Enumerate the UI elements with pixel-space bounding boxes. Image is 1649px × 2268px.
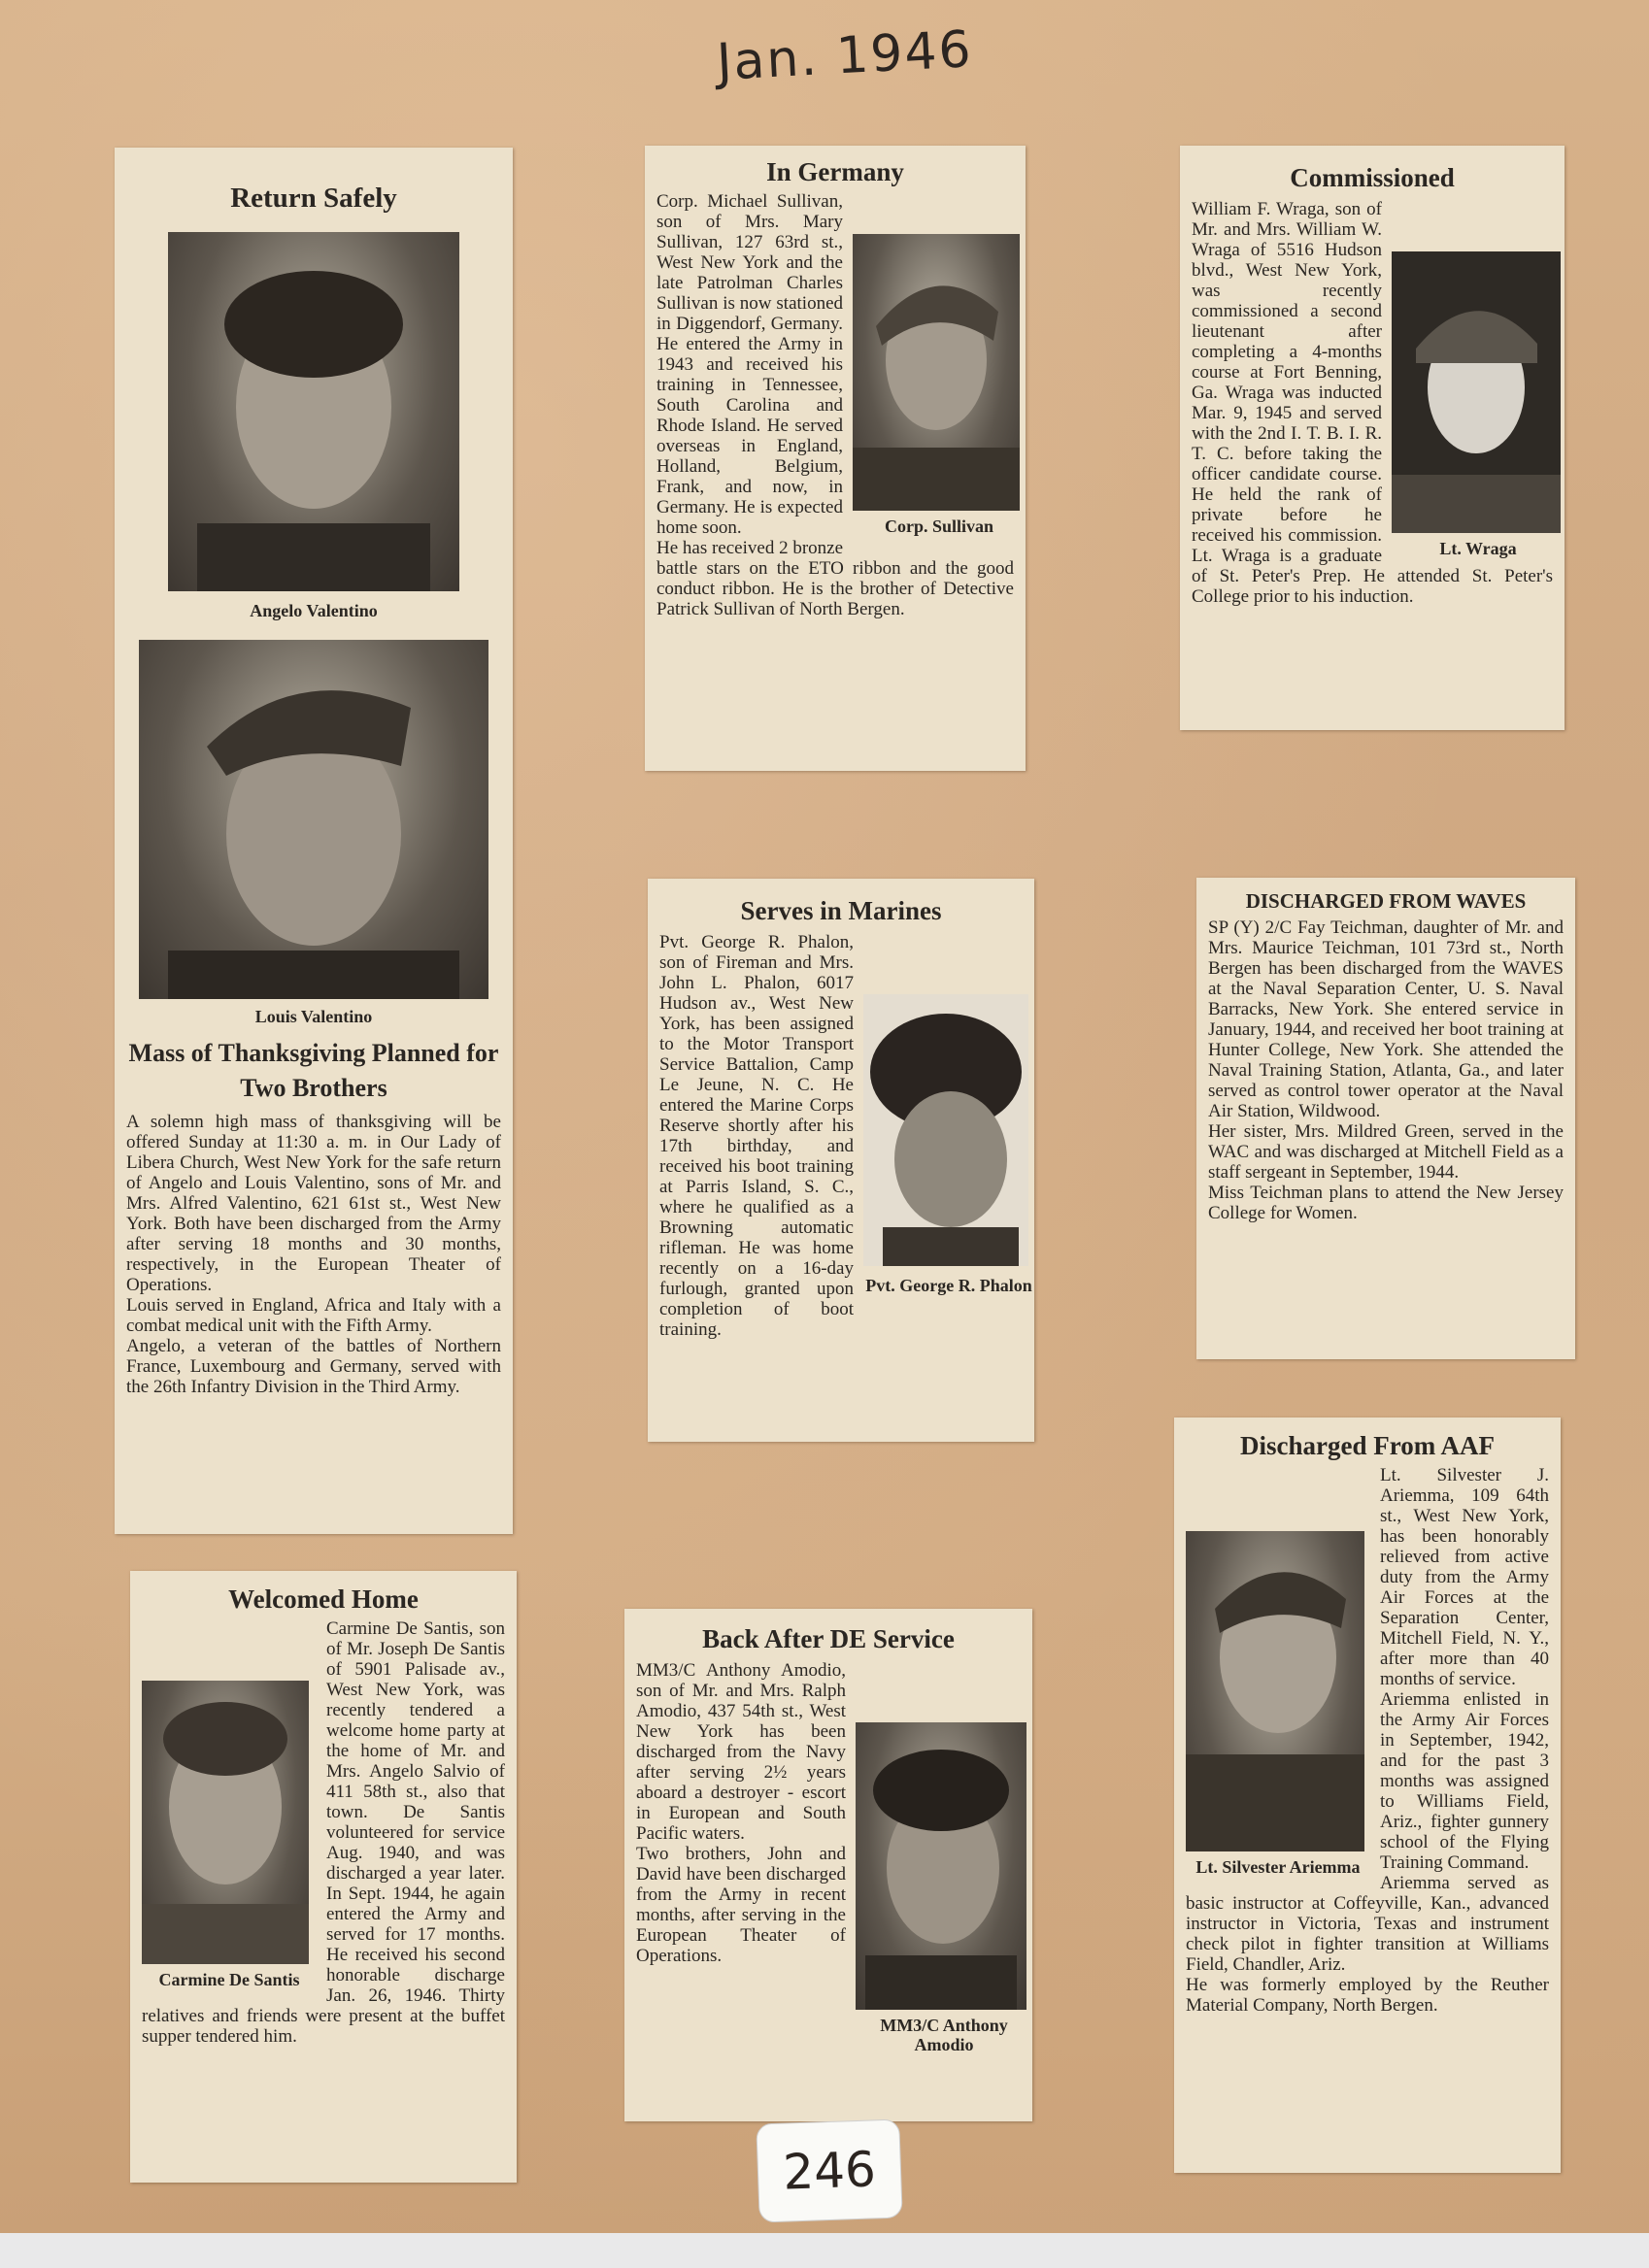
article-text: Ariemma served as basic instructor at Coffeyville, Kan., advanced instructor in Victoria, Texas and instrument check pilot in fighter transition at Williams Field, Chandler, Ariz.: [1186, 1873, 1549, 1975]
handwritten-page-number: 246: [756, 2118, 902, 2222]
portrait-photo: [1392, 251, 1561, 533]
clipping-title: Return Safely: [230, 183, 397, 214]
clipping-back-after-de: [624, 1609, 1032, 2121]
clipping-return-safely: [115, 148, 513, 1534]
clipping-title: Back After DE Service: [702, 1624, 955, 1653]
clipping-serves-in-marines: [648, 879, 1034, 1442]
handwritten-date: Jan. 1946: [715, 20, 974, 92]
clipping-title: Discharged From AAF: [1240, 1431, 1495, 1460]
clipping-title: Commissioned: [1290, 163, 1455, 192]
clipping-discharged-waves: [1196, 878, 1575, 1359]
article-text: He has received 2 bronze battle stars on the ETO ribbon and the good conduct ribbon. He is the brother of Detective Patrick Sullivan of North Bergen.: [656, 538, 1014, 619]
article-text: William F. Wraga, son of Mr. and Mrs. William W. Wraga of 5516 Hudson blvd., West New York, was recently commissioned a second lieutenant after completing a 4-months course at Fort Benning, Ga. Wraga was inducted Mar. 9, 1945 and served with the 2nd I. T. B. I. R. T. C. before taking the officer candidate course. He held the rank of private before he received his commission. Lt. Wraga is a graduate of St. Peter's Prep. He attended St. Peter's College prior to his induction.: [1192, 199, 1553, 607]
photo-caption: Lt. Silvester Ariemma: [1195, 1857, 1361, 1877]
portrait-photo: [863, 994, 1028, 1266]
clipping-in-germany: [645, 146, 1026, 771]
clipping-title: DISCHARGED FROM WAVES: [1245, 889, 1527, 913]
article-text: Louis served in England, Africa and Italy with a combat medical unit with the Fifth Army.: [126, 1295, 501, 1336]
clipping-title: In Germany: [766, 157, 904, 186]
clipping-welcomed-home: [130, 1571, 517, 2183]
photo-block: [853, 234, 1026, 536]
clipping-title: Serves in Marines: [740, 896, 942, 925]
article-text: Angelo, a veteran of the battles of Northern France, Luxembourg and Germany, served with the 26th Infantry Division in the Third Army.: [126, 1336, 501, 1397]
article-text: Corp. Michael Sullivan, son of Mrs. Mary Sullivan, 127 63rd st., West New York and the late Patrolman Charles Sullivan is now stationed in Diggendorf, Germany. He entered the Army in 1943 and received his training in Tennessee, South Carolina and Rhode Island. He served overseas in England, Holland, Belgium, Frank, and now, in Germany. He is expected home soon.: [656, 191, 843, 538]
clipping-subtitle: Mass of Thanksgiving Planned for Two Brothers: [128, 1039, 499, 1102]
portrait-photo: [142, 1681, 309, 1964]
scan-bottom-strip: [0, 2233, 1649, 2268]
article-text: Pvt. George R. Phalon, son of Fireman and Mrs. John L. Phalon, 6017 Hudson av., West New York, has been assigned to the Motor Transport Service Battalion, Camp Le Jeune, N. C. He entered the Marine Corps Reserve shortly after his 17th birthday, and received his boot training at Parris Island, S. C., where he qualified as a Browning automatic rifleman. He was home recently on a 16-day furlough, granted upon completion of boot training.: [659, 932, 854, 1340]
portrait-photo: [168, 232, 459, 591]
portrait-photo: [1186, 1531, 1364, 1851]
article-text: SP (Y) 2/C Fay Teichman, daughter of Mr. and Mrs. Maurice Teichman, 101 73rd st., North Bergen has been discharged from the WAVES at the Naval Separation Center, U. S. Naval Barracks, New York. She entered service in January, 1944, and received her boot training at Hunter College, New York. She attended the Naval Training Station, Atlanta, Ga., and later served as control tower operator at the Naval Air Station, Wildwood.: [1208, 917, 1564, 1121]
portrait-photo: [853, 234, 1020, 511]
photo-block: [856, 1722, 1032, 2054]
photo-block: [1186, 1531, 1370, 1877]
portrait-photo: [856, 1722, 1026, 2010]
clipping-discharged-aaf: [1174, 1418, 1561, 2173]
article-text: Carmine De Santis, son of Mr. Joseph De Santis of 5901 Palisade av., West New York, was recently tendered a welcome home party at the home of Mr. and Mrs. Angelo Salvio of 411 58th st., also that town. De Santis volunteered for service Aug. 1940, and was discharged a year later. In Sept. 1944, he again entered the Army and served for 17 months. He received his second honorable discharge Jan. 26, 1946. Thirty relatives and friends were present at the buffet supper tendered him.: [142, 1618, 505, 2047]
article-text: MM3/C Anthony Amodio, son of Mr. and Mrs. Ralph Amodio, 437 54th st., West New York has been discharged from the Navy after serving 2½ years aboard a destroyer - escort in European and South Pacific waters.: [636, 1660, 846, 1844]
article-text: Two brothers, John and David have been discharged from the Army in recent months, after serving in the European Theater of Operations.: [636, 1844, 846, 1966]
article-text: A solemn high mass of thanksgiving will be offered Sunday at 11:30 a. m. in Our Lady of Libera Church, West New York for the safe return of Angelo and Louis Valentino, sons of Mr. and Mrs. Alfred Valentino, 621 61st st., West New York. Both have been discharged from the Army after serving 18 months and 30 months, respectively, in the European Theater of Operations.: [126, 1112, 501, 1295]
photo-caption: Lt. Wraga: [1439, 539, 1517, 558]
photo-caption: Pvt. George R. Phalon: [865, 1276, 1032, 1295]
photo-block: [1392, 251, 1565, 558]
photo-caption: Carmine De Santis: [158, 1970, 300, 1989]
photo-block: [142, 1681, 317, 1989]
photo-block: [863, 994, 1034, 1295]
photo-caption: Louis Valentino: [254, 1007, 373, 1026]
photo-caption: MM3/C Anthony Amodio: [880, 2016, 1008, 2054]
clipping-commissioned: [1180, 146, 1565, 730]
photo-caption: Corp. Sullivan: [884, 517, 994, 536]
photo-caption: Angelo Valentino: [250, 601, 378, 620]
clipping-title: Welcomed Home: [228, 1584, 419, 1614]
portrait-photo: [139, 640, 488, 999]
article-text: Miss Teichman plans to attend the New Jersey College for Women.: [1208, 1183, 1564, 1223]
article-text: Ariemma enlisted in the Army Air Forces in September, 1942, and for the past 3 months was assigned to Williams Field, Ariz., fighter gunnery school of the Flying Training Command.: [1380, 1689, 1549, 1873]
article-text: He was formerly employed by the Reuther Material Company, North Bergen.: [1186, 1975, 1549, 2016]
article-text: Lt. Silvester J. Ariemma, 109 64th st., West New York, has been honorably relieved from active duty from the Army Air Forces at the Separation Center, Mitchell Field, N. Y., after more than 40 months of service.: [1380, 1465, 1549, 1689]
article-text: Her sister, Mrs. Mildred Green, served in the WAC and was discharged at Mitchell Field as a staff sergeant in September, 1944.: [1208, 1121, 1564, 1183]
